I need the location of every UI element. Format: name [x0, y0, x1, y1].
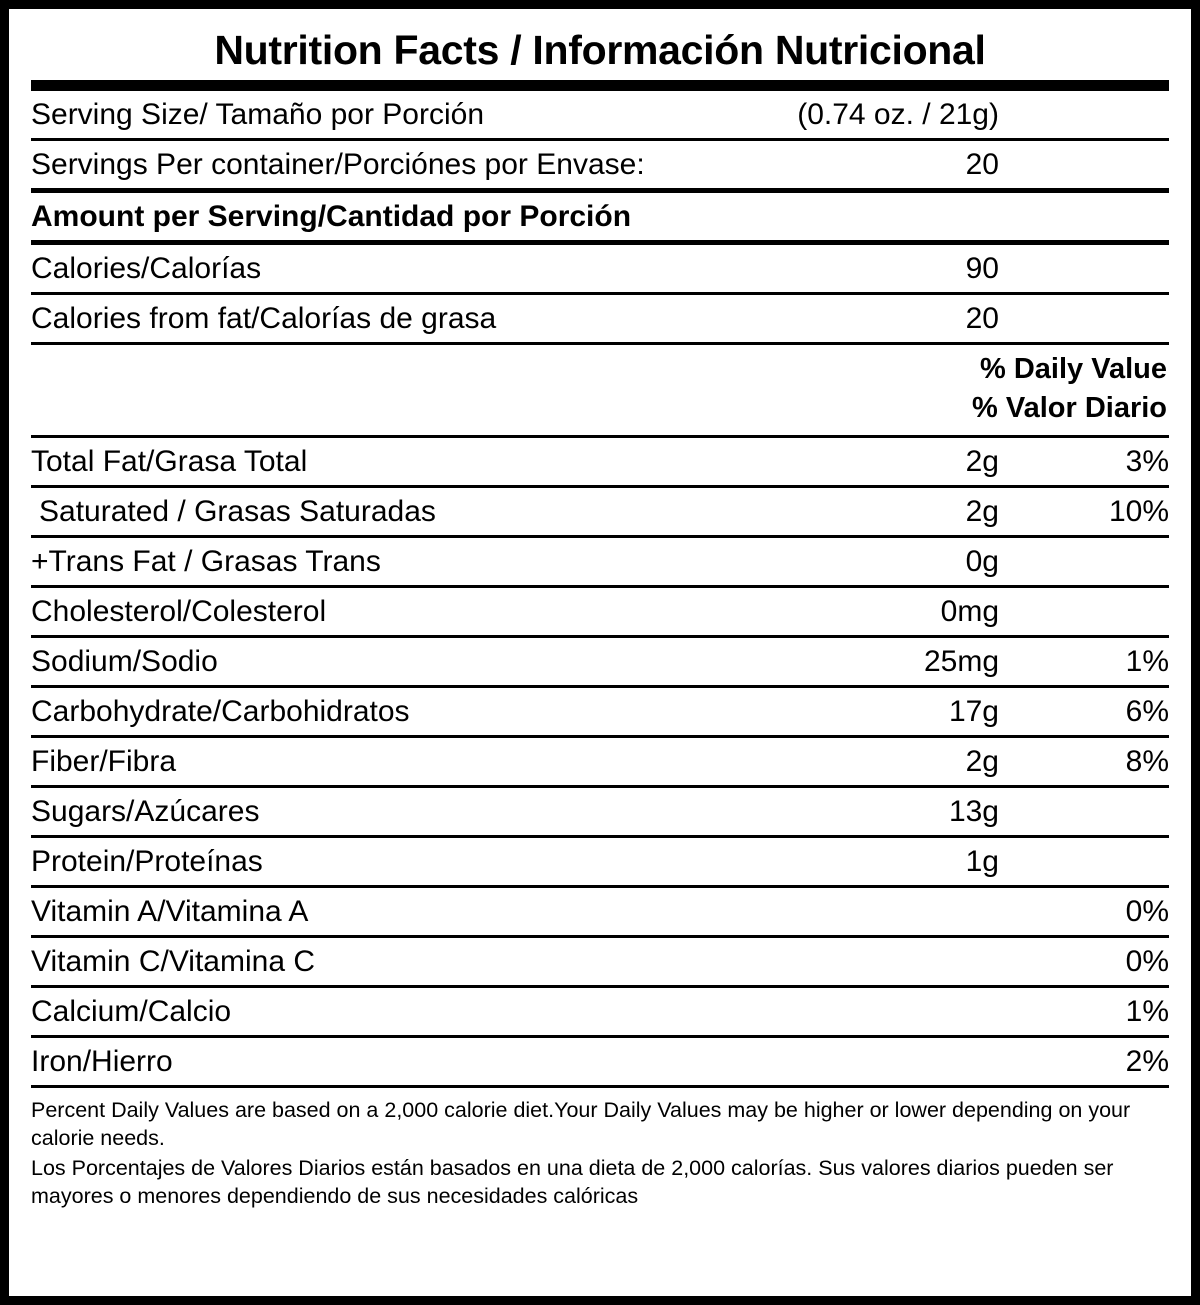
nutrient-label: Vitamin A/Vitamina A — [31, 895, 309, 928]
nutrient-daily-value: 0% — [1125, 895, 1169, 928]
nutrient-label: Fiber/Fibra — [31, 745, 177, 778]
nutrient-row — [31, 538, 1169, 585]
nutrient-label: Sugars/Azúcares — [31, 795, 260, 828]
calories-label: Calories/Calorías — [31, 252, 262, 285]
servings-per-container-label: Servings Per container/Porciónes por Envase: — [31, 148, 645, 181]
nutrient-row — [31, 838, 1169, 885]
footnote-english: Percent Daily Values are based on a 2,000 calorie diet.Your Daily Values may be higher or lower depending on your calorie needs. — [31, 1098, 1131, 1150]
nutrient-row — [31, 638, 1169, 685]
nutrient-row — [31, 1038, 1169, 1085]
nutrient-daily-value: 10% — [1108, 495, 1169, 528]
nutrient-list — [31, 438, 1169, 1088]
daily-value-header-en: % Daily Value — [980, 353, 1167, 385]
nutrient-amount: 2g — [965, 495, 999, 528]
nutrient-row — [31, 588, 1169, 635]
serving-size-label: Serving Size/ Tamaño por Porción — [31, 98, 485, 131]
amount-per-serving-row — [31, 193, 1169, 240]
page-title: Nutrition Facts / Información Nutricional — [214, 27, 986, 73]
nutrient-amount: 17g — [948, 695, 999, 728]
nutrient-label: +Trans Fat / Grasas Trans — [31, 545, 381, 578]
calories-row — [31, 245, 1169, 292]
nutrient-label: Vitamin C/Vitamina C — [31, 945, 316, 978]
nutrient-row — [31, 738, 1169, 785]
calories-from-fat-label: Calories from fat/Calorías de grasa — [31, 302, 497, 335]
footnote-block — [31, 1088, 1169, 1210]
nutrient-label: Carbohydrate/Carbohidratos — [31, 695, 410, 728]
calories-value: 90 — [965, 252, 999, 285]
calories-from-fat-value: 20 — [965, 302, 999, 335]
nutrient-amount: 2g — [965, 745, 999, 778]
nutrient-amount: 0mg — [940, 595, 999, 628]
footnote-spanish: Los Porcentajes de Valores Diarios están basados en una dieta de 2,000 calorías. Sus valores diarios pueden ser mayores o menores dependiendo de sus necesidades calóricas — [31, 1156, 1114, 1208]
nutrient-amount: 2g — [965, 445, 999, 478]
nutrient-label: Protein/Proteínas — [31, 845, 263, 878]
amount-per-serving-label: Amount per Serving/Cantidad por Porción — [31, 200, 632, 233]
daily-value-header-es: % Valor Diario — [971, 392, 1167, 424]
nutrient-daily-value: 0% — [1125, 945, 1169, 978]
nutrient-row — [31, 938, 1169, 985]
nutrient-amount: 0g — [965, 545, 999, 578]
nutrient-label: Calcium/Calcio — [31, 995, 232, 1028]
servings-per-container-value: 20 — [965, 148, 999, 181]
nutrient-daily-value: 6% — [1125, 695, 1169, 728]
nutrient-amount: 13g — [948, 795, 999, 828]
nutrient-label: Total Fat/Grasa Total — [31, 445, 308, 478]
nutrient-row — [31, 788, 1169, 835]
servings-per-container-row — [31, 141, 1169, 188]
divider-thick-top — [31, 80, 1169, 91]
nutrient-row — [31, 488, 1169, 535]
nutrient-daily-value: 3% — [1125, 445, 1169, 478]
nutrient-amount: 1g — [965, 845, 999, 878]
nutrient-row — [31, 988, 1169, 1035]
nutrient-amount: 25mg — [923, 645, 999, 678]
serving-size-value: (0.74 oz. / 21g) — [797, 98, 999, 131]
nutrient-row — [31, 438, 1169, 485]
nutrient-daily-value: 1% — [1125, 645, 1169, 678]
nutrient-row — [31, 688, 1169, 735]
serving-size-row — [31, 91, 1169, 138]
nutrient-daily-value: 1% — [1125, 995, 1169, 1028]
nutrient-daily-value: 2% — [1125, 1045, 1169, 1078]
nutrient-label: Cholesterol/Colesterol — [31, 595, 327, 628]
nutrient-label: Sodium/Sodio — [31, 645, 218, 678]
calories-from-fat-row — [31, 295, 1169, 342]
nutrient-daily-value: 8% — [1125, 745, 1169, 778]
nutrient-row — [31, 888, 1169, 935]
nutrient-label: Saturated / Grasas Saturadas — [39, 495, 436, 528]
nutrient-label: Iron/Hierro — [31, 1045, 173, 1078]
